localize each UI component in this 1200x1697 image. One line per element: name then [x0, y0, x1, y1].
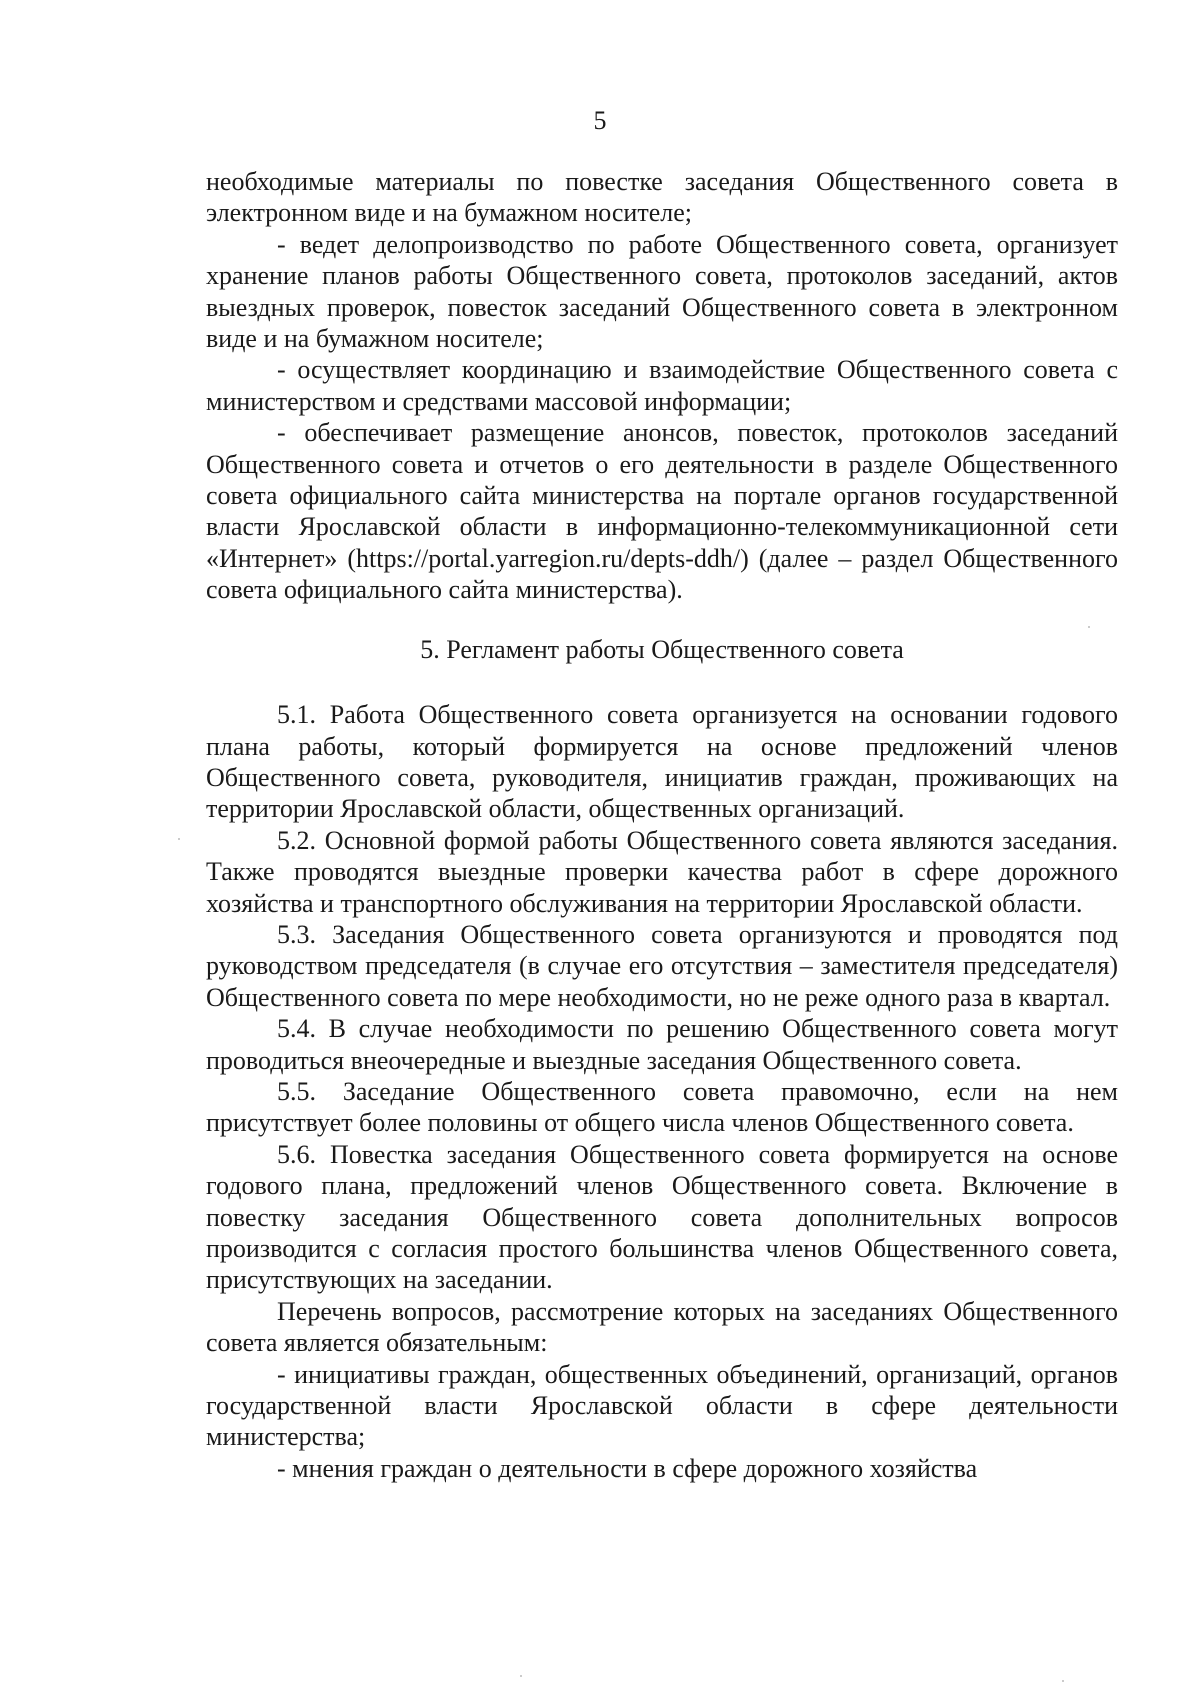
clause-5-5: 5.5. Заседание Общественного совета правомочно, если на нем присутствует более половины от общего числа членов Общественного совета. — [206, 1076, 1118, 1138]
list-item: - инициативы граждан, общественных объединений, организаций, органов государственной власти Ярославской области в сфере деятельности министерства; — [206, 1359, 1118, 1452]
scan-speck — [1088, 626, 1090, 628]
clause-5-2: 5.2. Основной формой работы Общественного совета являются заседания. Также проводятся выездные проверки качества работ в сфере дорожного хозяйства и транспортного обслуживания на территории Ярославской области. — [206, 825, 1118, 918]
section-heading: 5. Регламент работы Общественного совета — [420, 634, 904, 664]
list-item: - обеспечивает размещение анонсов, повесток, протоколов заседаний Общественного совета и отчетов о его деятельности в разделе Общественного совета официального сайта министерства на портале органов государственной власти Ярославской области в информационно-телекоммуникационной сети «Интернет» (https://portal.yarregion.ru/depts-ddh/) (далее – раздел Общественного совета официального сайта министерства). — [206, 418, 1118, 605]
paragraph-mandatory-list-intro: Перечень вопросов, рассмотрение которых на заседаниях Общественного совета является обязательным: — [206, 1296, 1118, 1358]
scan-speck — [520, 1675, 522, 1677]
scan-speck — [178, 838, 180, 840]
clause-5-6: 5.6. Повестка заседания Общественного совета формируется на основе годового плана, предложений членов Общественного совета. Включение в повестку заседания Общественного совета дополнительных вопросов производится с согласия простого большинства членов Общественного совета, присутствующих на заседании. — [206, 1139, 1118, 1295]
list-item: - ведет делопроизводство по работе Общественного совета, организует хранение планов работы Общественного совета, протоколов заседаний, актов выездных проверок, повесток заседаний Общественного совета в электронном виде и на бумажном носителе; — [206, 229, 1118, 354]
scan-speck — [1062, 1680, 1064, 1682]
list-item: - осуществляет координацию и взаимодействие Общественного совета с министерством и средствами массовой информации; — [206, 355, 1118, 416]
clause-5-4: 5.4. В случае необходимости по решению Общественного совета могут проводиться внеочередные и выездные заседания Общественного совета. — [206, 1014, 1118, 1075]
document-body — [206, 166, 1118, 1484]
page-number: 5 — [593, 106, 607, 135]
list-item: - мнения граждан о деятельности в сфере дорожного хозяйства — [277, 1453, 978, 1483]
clause-5-1: 5.1. Работа Общественного совета организуется на основании годового плана работы, который формируется на основе предложений членов Общественного совета, руководителя, инициатив граждан, проживающих на территории Ярославской области, общественных организаций. — [206, 700, 1118, 824]
clause-5-3: 5.3. Заседания Общественного совета организуются и проводятся под руководством председателя (в случае его отсутствия – заместителя председателя) Общественного совета по мере необходимости, но не реже одного раза в квартал. — [206, 919, 1118, 1012]
paragraph-continuation: необходимые материалы по повестке заседания Общественного совета в электронном виде и на бумажном носителе; — [206, 167, 1118, 228]
